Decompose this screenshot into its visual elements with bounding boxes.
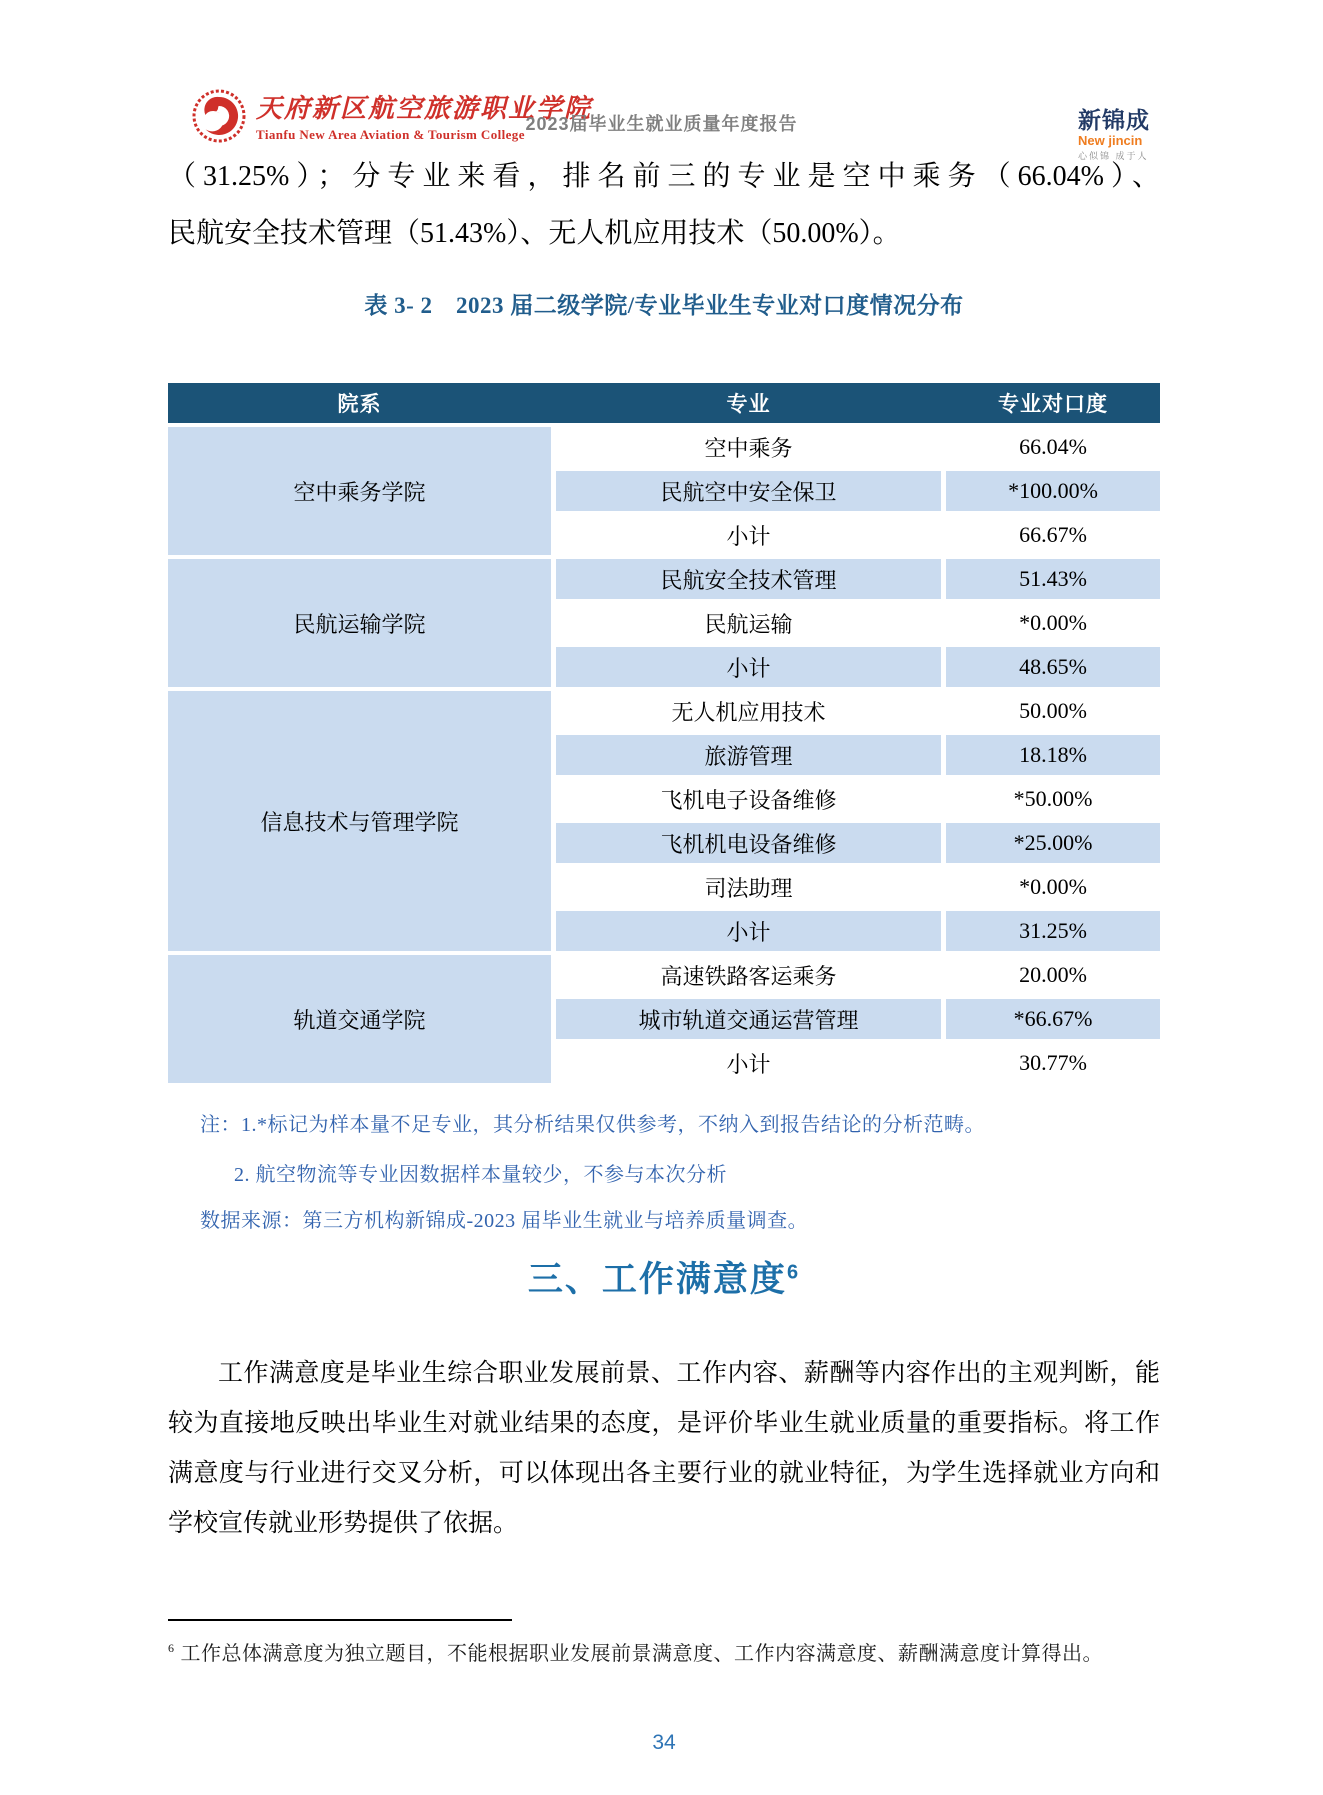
report-title: 2023届毕业生就业质量年度报告 <box>525 114 798 134</box>
major-cell: 无人机应用技术 <box>671 699 826 725</box>
college-cell: 民航运输学院 <box>168 559 551 687</box>
college-cell: 信息技术与管理学院 <box>168 691 551 951</box>
school-name-en: Tianfu New Area Aviation & Tourism College <box>256 127 525 142</box>
column-header-college: 院系 <box>337 393 382 416</box>
footnote <box>168 1637 1168 1666</box>
table-header-row <box>168 383 1160 423</box>
major-cell: 飞机电子设备维修 <box>660 787 837 813</box>
table-title: 表 3- 2 2023 届二级学院/专业毕业生专业对口度情况分布 <box>364 293 964 318</box>
major-cell: 民航空中安全保卫 <box>556 471 941 511</box>
footnote-divider <box>168 1619 512 1621</box>
section-heading <box>168 1252 1160 1302</box>
major-cell: 旅游管理 <box>556 735 941 775</box>
major-cell: 民航安全技术管理 <box>556 559 941 599</box>
intro-paragraph <box>168 148 1160 262</box>
value-cell: *66.67% <box>946 999 1160 1039</box>
value-cell: *100.00% <box>946 471 1160 511</box>
value-cell: 50.00% <box>1019 698 1087 723</box>
value-cell: 48.65% <box>946 647 1160 687</box>
value-cell: *0.00% <box>1019 610 1087 635</box>
major-cell: 小计 <box>556 647 941 687</box>
major-cell: 空中乘务 <box>704 435 793 461</box>
section-heading-text: 三、工作满意度 <box>527 1260 787 1299</box>
table-note-2: 2. 航空物流等专业因数据样本量较少，不参与本次分析 <box>234 1164 727 1186</box>
school-emblem-icon <box>192 89 246 143</box>
footnote-text: 工作总体满意度为独立题目，不能根据职业发展前景满意度、工作内容满意度、薪酬满意度计算得出。 <box>180 1643 1103 1665</box>
school-name-cn: 天府新区航空旅游职业学院 <box>256 94 593 124</box>
major-cell: 城市轨道交通运营管理 <box>556 999 941 1039</box>
major-cell: 小计 <box>726 1051 771 1077</box>
major-cell: 小计 <box>556 911 941 951</box>
major-cell: 飞机机电设备维修 <box>556 823 941 863</box>
major-cell: 民航运输 <box>704 611 793 637</box>
brand-slogan: 心似锦 成于人 <box>1078 150 1149 161</box>
table-note-1: 注：1.*标记为样本量不足专业，其分析结果仅供参考，不纳入到报告结论的分析范畴。 <box>200 1114 985 1136</box>
major-cell: 高速铁路客运乘务 <box>660 963 837 989</box>
column-header-value: 专业对口度 <box>998 393 1108 416</box>
table-source: 数据来源：第三方机构新锦成-2023 届毕业生就业与培养质量调查。 <box>200 1210 809 1232</box>
intro-line-1: （31.25%）；分专业来看，排名前三的专业是空中乘务（66.04%）、 <box>168 161 1160 192</box>
value-cell: 20.00% <box>1019 962 1087 987</box>
value-cell: *0.00% <box>1019 874 1087 899</box>
value-cell: *50.00% <box>1013 786 1093 811</box>
section-paragraph: 工作满意度是毕业生综合职业发展前景、工作内容、薪酬等内容作出的主观判断，能较为直接地反映出毕业生对就业结果的态度，是评价毕业生就业质量的重要指标。将工作满意度与行业进行交叉分析，可以体现出各主要行业的就业特征，为学生选择就业方向和学校宣传就业形势提供了依据。 <box>168 1360 1160 1537</box>
footnote-ref: 6 <box>168 1641 175 1656</box>
value-cell: 30.77% <box>1019 1050 1087 1075</box>
college-cell: 空中乘务学院 <box>168 427 551 555</box>
value-cell: 66.67% <box>1019 522 1087 547</box>
intro-line-2: 民航安全技术管理（51.43%）、无人机应用技术（50.00%）。 <box>168 218 901 249</box>
value-cell: 51.43% <box>946 559 1160 599</box>
value-cell: 66.04% <box>1019 434 1087 459</box>
value-cell: *25.00% <box>946 823 1160 863</box>
section-heading-footnote-ref: 6 <box>786 1261 801 1284</box>
college-cell: 轨道交通学院 <box>168 955 551 1083</box>
page-number: 34 <box>652 1731 676 1754</box>
column-header-major: 专业 <box>726 393 771 416</box>
value-cell: 31.25% <box>946 911 1160 951</box>
major-cell: 小计 <box>726 523 771 549</box>
brand-name-en: New jincin <box>1078 133 1143 149</box>
major-cell: 司法助理 <box>704 875 793 901</box>
value-cell: 18.18% <box>946 735 1160 775</box>
matching-table <box>168 383 1160 1083</box>
brand-name-cn: 新锦成 <box>1078 107 1150 133</box>
